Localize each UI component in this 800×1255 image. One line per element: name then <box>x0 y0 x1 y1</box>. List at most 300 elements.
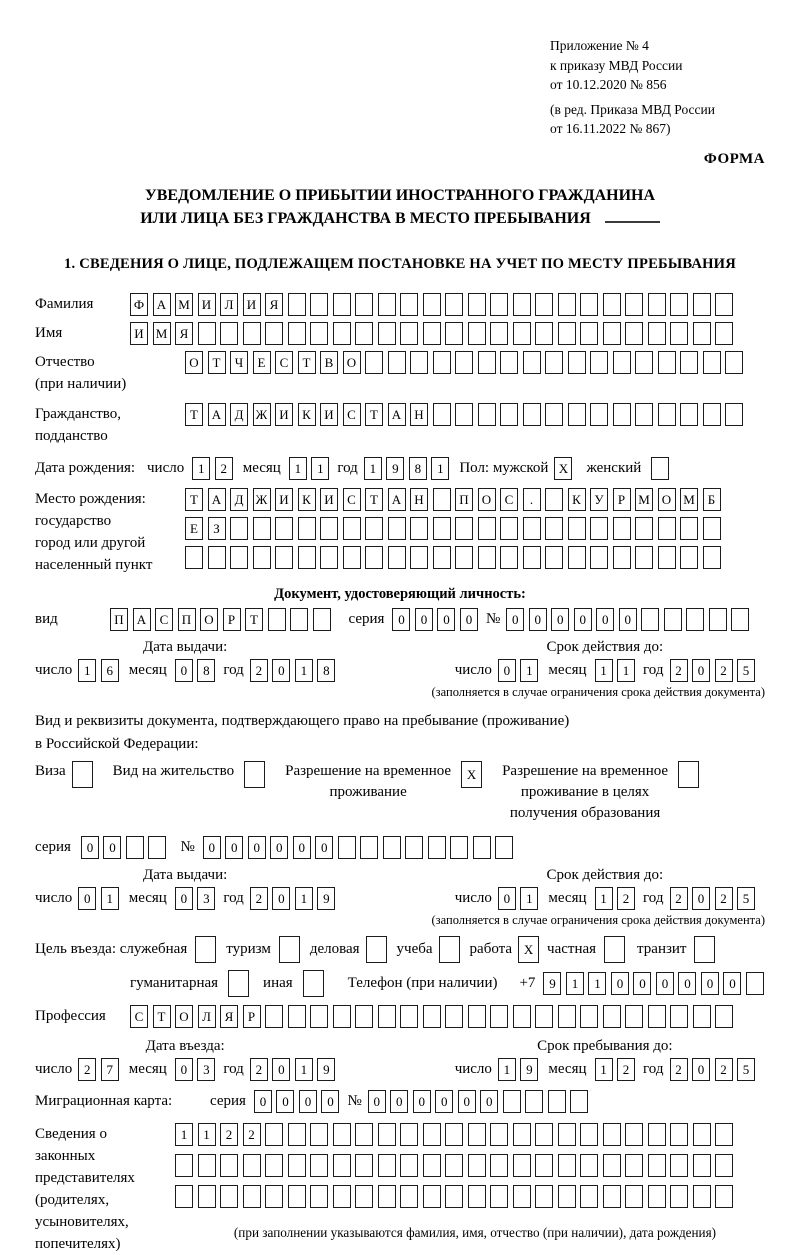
char-cell: Л <box>198 1005 216 1028</box>
revision-line: от 16.11.2022 № 867) <box>550 121 671 137</box>
entry-day-cells <box>78 1058 119 1081</box>
char-cell <box>405 836 423 859</box>
sex-male-checkbox: X <box>554 457 572 480</box>
temp-permit-option <box>285 761 482 803</box>
char-cell <box>558 1005 576 1028</box>
purpose-work-label: работа <box>469 940 513 957</box>
char-cell: 0 <box>619 608 637 631</box>
char-cell: 2 <box>670 1058 688 1081</box>
char-cell: 5 <box>737 1058 755 1081</box>
char-cell <box>355 322 373 345</box>
visa-label: Виза <box>35 762 66 779</box>
char-cell <box>670 293 688 316</box>
phone-label: Телефон (при наличии) <box>347 974 498 991</box>
appendix-line: к приказу МВД России <box>550 57 683 73</box>
char-cell <box>545 546 563 569</box>
char-cell: 8 <box>317 659 335 682</box>
phone-prefix: +7 <box>519 974 536 991</box>
char-cell: Я <box>175 322 193 345</box>
char-cell <box>478 546 496 569</box>
appendix-line: от 10.12.2020 № 856 <box>550 77 667 93</box>
char-cell: 0 <box>692 1058 710 1081</box>
title-blank-underline <box>605 207 660 223</box>
permit-valid-month-cells <box>595 887 636 910</box>
purpose-study-checkbox <box>439 936 460 963</box>
char-cell: 0 <box>254 1090 272 1113</box>
representatives-note: (при заполнении указываются фамилия, имя, отчество (при наличии), дата рождения) <box>233 1224 717 1240</box>
char-cell <box>558 1154 576 1177</box>
char-cell <box>590 351 608 374</box>
char-cell: Я <box>265 293 283 316</box>
char-cell <box>715 1005 733 1028</box>
char-cell: 0 <box>437 608 455 631</box>
char-cell: 0 <box>272 659 290 682</box>
char-cell <box>658 517 676 540</box>
series-label: серия <box>348 611 385 628</box>
purpose-humanitarian-checkbox <box>228 970 249 997</box>
char-cell <box>715 322 733 345</box>
char-cell <box>455 403 473 426</box>
char-cell: Т <box>245 608 263 631</box>
id-dates-row <box>35 639 755 682</box>
char-cell <box>703 517 721 540</box>
char-cell: З <box>208 517 226 540</box>
char-cell <box>445 1154 463 1177</box>
char-cell: 0 <box>413 1090 431 1113</box>
char-cell <box>360 836 378 859</box>
char-cell <box>355 293 373 316</box>
purpose-business-label: деловая <box>309 940 360 957</box>
citizenship-cells <box>185 403 743 426</box>
char-cell <box>613 403 631 426</box>
char-cell: 7 <box>101 1058 119 1081</box>
char-cell <box>423 1005 441 1028</box>
citizenship-row <box>35 403 765 447</box>
char-cell <box>343 546 361 569</box>
char-cell: И <box>198 293 216 316</box>
char-cell <box>693 1123 711 1146</box>
char-cell: Т <box>153 1005 171 1028</box>
char-cell: 2 <box>670 887 688 910</box>
char-cell <box>333 293 351 316</box>
char-cell <box>693 322 711 345</box>
char-cell: 0 <box>723 972 741 995</box>
char-cell <box>658 546 676 569</box>
char-cell: И <box>320 403 338 426</box>
char-cell <box>558 322 576 345</box>
permit-valid-year-cells <box>670 887 756 910</box>
char-cell: 1 <box>520 659 538 682</box>
char-cell <box>523 517 541 540</box>
char-cell <box>680 517 698 540</box>
char-cell: 0 <box>225 836 243 859</box>
char-cell <box>680 351 698 374</box>
char-cell <box>603 1123 621 1146</box>
char-cell <box>580 1123 598 1146</box>
char-cell <box>725 351 743 374</box>
birthplace-cells <box>185 488 721 569</box>
profession-cells <box>130 1005 733 1028</box>
purpose-humanitarian-label: гуманитарная <box>130 974 219 991</box>
month-label: месяц <box>242 460 281 477</box>
char-cell <box>455 546 473 569</box>
char-cell: 2 <box>243 1123 261 1146</box>
char-cell <box>333 1185 351 1208</box>
char-cell <box>265 1123 283 1146</box>
char-cell <box>298 517 316 540</box>
day-label: число <box>147 460 185 477</box>
birth-date-label: Дата рождения: <box>35 460 136 477</box>
phone-cells <box>543 972 764 995</box>
char-cell: Е <box>185 517 203 540</box>
char-cell <box>333 1123 351 1146</box>
char-cell: 1 <box>431 457 449 480</box>
char-cell <box>535 1185 553 1208</box>
char-cell <box>400 293 418 316</box>
char-cell <box>513 293 531 316</box>
char-cell: 1 <box>101 887 119 910</box>
char-cell <box>148 836 166 859</box>
char-cell <box>423 1123 441 1146</box>
char-cell <box>220 1185 238 1208</box>
char-cell <box>423 293 441 316</box>
char-cell <box>580 322 598 345</box>
char-cell <box>400 1154 418 1177</box>
char-cell: 2 <box>617 1058 635 1081</box>
char-cell <box>450 836 468 859</box>
identity-doc-heading: Документ, удостоверяющий личность: <box>274 586 526 603</box>
purpose-private-label: частная <box>547 940 597 957</box>
char-cell: 1 <box>295 887 313 910</box>
char-cell <box>365 517 383 540</box>
forma-label: ФОРМА <box>703 150 765 167</box>
char-cell: Т <box>208 351 226 374</box>
char-cell: 9 <box>386 457 404 480</box>
char-cell: 2 <box>250 887 268 910</box>
char-cell: О <box>478 488 496 511</box>
char-cell <box>265 1005 283 1028</box>
char-cell <box>725 403 743 426</box>
char-cell: Т <box>185 403 203 426</box>
profession-label: Профессия <box>35 1007 106 1024</box>
birthplace-row1-cells <box>185 488 721 511</box>
purpose-study-label: учеба <box>396 940 433 957</box>
char-cell <box>490 322 508 345</box>
char-cell <box>275 517 293 540</box>
char-cell: 0 <box>633 972 651 995</box>
char-cell <box>680 546 698 569</box>
char-cell: Л <box>220 293 238 316</box>
char-cell <box>603 1185 621 1208</box>
char-cell: Д <box>230 403 248 426</box>
char-cell <box>590 546 608 569</box>
char-cell <box>625 293 643 316</box>
char-cell: 0 <box>701 972 719 995</box>
char-cell <box>648 1123 666 1146</box>
purpose-tourism-label: туризм <box>226 940 271 957</box>
char-cell <box>545 403 563 426</box>
char-cell: 1 <box>588 972 606 995</box>
char-cell <box>693 1185 711 1208</box>
char-cell: 0 <box>293 836 311 859</box>
residence-permit-option <box>113 761 265 788</box>
identity-doc-row <box>35 608 765 631</box>
char-cell <box>635 517 653 540</box>
char-cell: К <box>298 403 316 426</box>
surname-cells <box>130 293 733 316</box>
char-cell: 1 <box>498 1058 516 1081</box>
char-cell <box>310 1154 328 1177</box>
char-cell: 0 <box>392 608 410 631</box>
char-cell: 0 <box>574 608 592 631</box>
char-cell <box>686 608 704 631</box>
char-cell <box>478 351 496 374</box>
char-cell <box>243 1185 261 1208</box>
char-cell <box>400 1185 418 1208</box>
char-cell: О <box>185 351 203 374</box>
representatives-row2-cells <box>175 1154 775 1177</box>
doc-type-label: вид <box>35 611 58 628</box>
id-valid-line: число 0 1 месяц 1 1 год 2 0 2 5 <box>455 659 755 682</box>
id-valid-month-cells <box>595 659 636 682</box>
char-cell: И <box>320 488 338 511</box>
char-cell <box>603 1005 621 1028</box>
char-cell <box>500 403 518 426</box>
char-cell <box>495 836 513 859</box>
char-cell: 9 <box>520 1058 538 1081</box>
char-cell <box>490 1123 508 1146</box>
char-cell <box>693 1005 711 1028</box>
char-cell <box>625 322 643 345</box>
number-label: № <box>347 1092 362 1109</box>
purpose-tourism-checkbox <box>279 936 300 963</box>
patronymic-label: Отчество (при наличии) <box>35 354 127 393</box>
sex-male-label: Пол: мужской <box>459 460 549 477</box>
temp-permit-checkbox: X <box>461 761 482 788</box>
char-cell <box>355 1154 373 1177</box>
char-cell: Н <box>410 403 428 426</box>
char-cell: 0 <box>78 887 96 910</box>
char-cell <box>545 517 563 540</box>
char-cell: 8 <box>197 659 215 682</box>
entry-dates-row <box>35 1038 755 1081</box>
char-cell <box>513 1154 531 1177</box>
char-cell <box>500 351 518 374</box>
char-cell: 0 <box>272 887 290 910</box>
purpose-other-checkbox <box>303 970 324 997</box>
char-cell: Т <box>365 488 383 511</box>
char-cell <box>455 517 473 540</box>
entry-date-group <box>35 1038 335 1081</box>
char-cell: 0 <box>81 836 99 859</box>
char-cell <box>410 546 428 569</box>
char-cell: 2 <box>617 887 635 910</box>
char-cell <box>625 1123 643 1146</box>
id-issue-day-cells <box>78 659 119 682</box>
id-valid-year-cells <box>670 659 756 682</box>
char-cell <box>548 1090 566 1113</box>
char-cell <box>670 1005 688 1028</box>
char-cell: С <box>275 351 293 374</box>
char-cell <box>445 322 463 345</box>
char-cell <box>378 1005 396 1028</box>
char-cell <box>388 546 406 569</box>
char-cell: Р <box>243 1005 261 1028</box>
char-cell: . <box>523 488 541 511</box>
char-cell: 1 <box>595 659 613 682</box>
char-cell <box>703 351 721 374</box>
char-cell: М <box>680 488 698 511</box>
char-cell: 0 <box>270 836 288 859</box>
char-cell: 0 <box>656 972 674 995</box>
char-cell <box>378 1154 396 1177</box>
char-cell: 5 <box>737 659 755 682</box>
char-cell <box>298 546 316 569</box>
representatives-label: Сведения о законных представителях (родителях, усыновителях, попечителях) <box>35 1125 135 1252</box>
char-cell: 9 <box>317 887 335 910</box>
char-cell <box>333 1005 351 1028</box>
char-cell <box>580 293 598 316</box>
char-cell <box>703 546 721 569</box>
char-cell: 0 <box>678 972 696 995</box>
migration-card-label: Миграционная карта: <box>35 1092 173 1109</box>
char-cell: П <box>110 608 128 631</box>
surname-row <box>35 293 765 316</box>
char-cell <box>715 1123 733 1146</box>
char-cell <box>320 517 338 540</box>
char-cell: 0 <box>611 972 629 995</box>
id-valid-day-cells <box>498 659 539 682</box>
char-cell <box>220 1154 238 1177</box>
char-cell: К <box>568 488 586 511</box>
number-label: № <box>485 611 501 628</box>
char-cell: И <box>243 293 261 316</box>
char-cell: С <box>343 403 361 426</box>
char-cell <box>198 1154 216 1177</box>
char-cell: 1 <box>595 1058 613 1081</box>
purpose-row <box>35 936 765 963</box>
id-issue-group <box>35 639 335 682</box>
char-cell: О <box>343 351 361 374</box>
profession-row <box>35 1005 765 1028</box>
char-cell <box>320 546 338 569</box>
char-cell: 0 <box>506 608 524 631</box>
char-cell <box>523 546 541 569</box>
char-cell <box>658 403 676 426</box>
entry-year-cells <box>250 1058 336 1081</box>
char-cell: 0 <box>276 1090 294 1113</box>
char-cell: Ж <box>253 488 271 511</box>
char-cell <box>126 836 144 859</box>
purpose-transit-label: транзит <box>637 940 687 957</box>
valid-until-heading: Срок действия до: <box>546 639 664 656</box>
birth-month-cells <box>289 457 330 480</box>
char-cell: 0 <box>458 1090 476 1113</box>
char-cell: А <box>388 403 406 426</box>
char-cell <box>445 1005 463 1028</box>
char-cell <box>523 403 541 426</box>
char-cell: И <box>275 403 293 426</box>
char-cell <box>253 517 271 540</box>
char-cell <box>198 1185 216 1208</box>
char-cell: А <box>133 608 151 631</box>
char-cell <box>635 546 653 569</box>
char-cell <box>400 322 418 345</box>
purpose-official-checkbox <box>195 936 216 963</box>
purpose-other-label: иная <box>263 974 293 991</box>
char-cell <box>268 608 286 631</box>
char-cell <box>590 403 608 426</box>
migration-number-cells <box>368 1090 589 1113</box>
form-title-line2: ИЛИ ЛИЦА БЕЗ ГРАЖДАНСТВА В МЕСТО ПРЕБЫВАНИЯ <box>35 207 765 230</box>
appendix-line: Приложение № 4 <box>550 38 649 53</box>
char-cell <box>333 1154 351 1177</box>
char-cell: 0 <box>498 887 516 910</box>
char-cell <box>580 1185 598 1208</box>
char-cell <box>265 1185 283 1208</box>
char-cell: С <box>155 608 173 631</box>
char-cell: П <box>178 608 196 631</box>
char-cell: 1 <box>311 457 329 480</box>
char-cell <box>423 1154 441 1177</box>
char-cell: 0 <box>175 659 193 682</box>
char-cell <box>433 403 451 426</box>
char-cell <box>500 517 518 540</box>
char-cell <box>455 351 473 374</box>
char-cell: Р <box>223 608 241 631</box>
residence-permit-label: Вид на жительство <box>112 762 235 779</box>
char-cell: Ч <box>230 351 248 374</box>
char-cell: 1 <box>175 1123 193 1146</box>
char-cell <box>433 517 451 540</box>
char-cell <box>433 546 451 569</box>
char-cell: С <box>130 1005 148 1028</box>
char-cell <box>648 1154 666 1177</box>
char-cell <box>535 293 553 316</box>
char-cell <box>670 1123 688 1146</box>
char-cell: М <box>153 322 171 345</box>
char-cell <box>310 1123 328 1146</box>
issue-date-heading: Дата выдачи: <box>143 639 228 656</box>
edu-permit-checkbox <box>678 761 699 788</box>
char-cell <box>613 546 631 569</box>
char-cell <box>400 1123 418 1146</box>
char-cell <box>175 1154 193 1177</box>
char-cell: 2 <box>250 1058 268 1081</box>
char-cell <box>423 322 441 345</box>
permit-issue-group: Дата выдачи: число 0 1 месяц 0 3 год 2 0 1 9 <box>35 867 335 910</box>
char-cell <box>648 1185 666 1208</box>
char-cell <box>490 1185 508 1208</box>
char-cell <box>613 517 631 540</box>
char-cell: 3 <box>197 1058 215 1081</box>
patronymic-cells <box>185 351 743 374</box>
representatives-row3-cells <box>175 1185 775 1208</box>
char-cell: 0 <box>435 1090 453 1113</box>
char-cell <box>670 322 688 345</box>
char-cell <box>478 403 496 426</box>
year-label: год <box>337 460 358 477</box>
char-cell: 0 <box>415 608 433 631</box>
char-cell: 9 <box>543 972 561 995</box>
series-label: серия <box>210 1092 246 1109</box>
given-name-label: Имя <box>35 325 63 342</box>
char-cell <box>558 1185 576 1208</box>
char-cell <box>288 1185 306 1208</box>
char-cell <box>545 488 563 511</box>
visa-checkbox <box>72 761 93 788</box>
char-cell: П <box>455 488 473 511</box>
